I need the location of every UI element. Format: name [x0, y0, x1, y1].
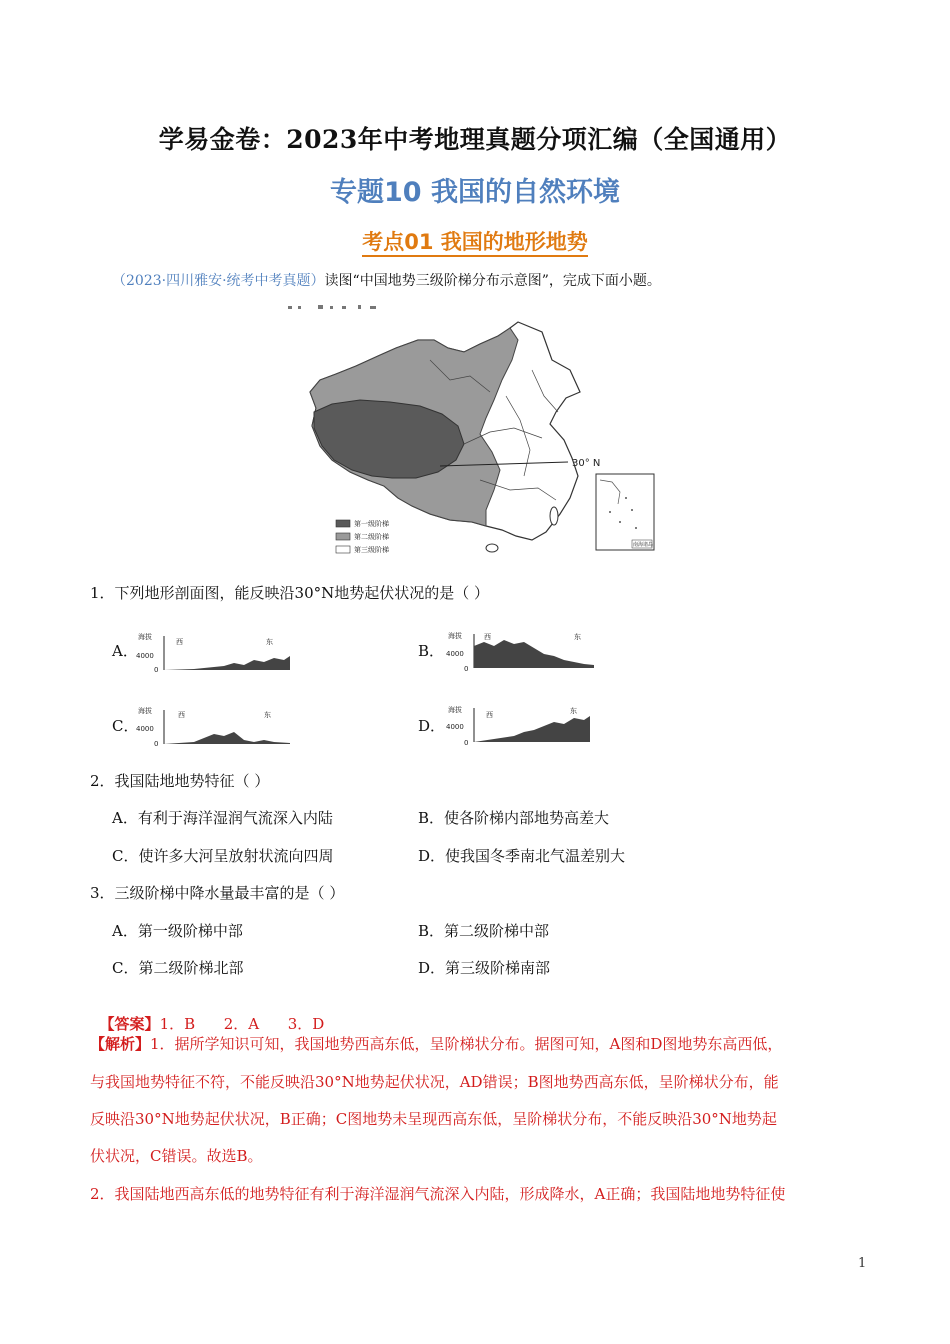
profile-b-alt: 海拔	[448, 632, 462, 640]
question-source: （2023·四川雅安·统考中考真题）	[112, 273, 325, 289]
profile-d-west: 西	[486, 711, 493, 719]
scan-marks	[288, 305, 376, 309]
profile-a-east: 东	[266, 638, 273, 646]
profile-c	[134, 704, 294, 748]
answer-text: 1．B 2．A 3．D	[159, 1015, 325, 1033]
q2-option-a: A．有利于海洋湿润气流深入内陆	[112, 809, 333, 827]
intro-text: 读图“中国地势三级阶梯分布示意图”，完成下面小题。	[324, 273, 661, 289]
legend-step2: 第二级阶梯	[354, 533, 389, 541]
china-terrain-map	[280, 300, 670, 565]
profile-b-zero: 0	[464, 665, 469, 673]
analysis-line-1	[90, 1033, 782, 1054]
hainan-island	[486, 544, 498, 552]
profile-d	[444, 702, 604, 748]
map-legend	[336, 519, 389, 554]
intro-line	[112, 270, 661, 290]
profile-d-scale: 4000	[446, 723, 464, 731]
taiwan-island	[550, 507, 558, 525]
analysis-line-2: 与我国地势特征不符，不能反映沿30°N地势起伏状况，AD错误；B图地势西高东低，呈阶梯状分布，能	[90, 1073, 779, 1091]
q2-option-d: D．使我国冬季南北气温差别大	[418, 847, 626, 865]
point-title-text: 考点01 我国的地形地势	[362, 230, 588, 257]
page-number: 1	[858, 1256, 867, 1271]
q2-option-b: B．使各阶梯内部地势高差大	[418, 809, 610, 827]
profile-a-scale: 4000	[136, 652, 154, 660]
q1-option-a-label: A．	[112, 642, 138, 660]
latitude-label: 30° N	[572, 458, 601, 469]
analysis-line-4: 伏状况，C错误。故选B。	[90, 1147, 263, 1165]
q3-option-d: D．第三级阶梯南部	[418, 959, 551, 977]
profile-c-east: 东	[264, 711, 271, 719]
profile-c-zero: 0	[154, 740, 159, 748]
profile-c-alt: 海拔	[138, 707, 152, 715]
profile-d-east: 东	[570, 707, 577, 715]
profile-a-west: 西	[176, 638, 183, 646]
profile-d-alt: 海拔	[448, 706, 462, 714]
question-1-stem: 1．下列地形剖面图，能反映沿30°N地势起伏状况的是（ ）	[90, 584, 490, 602]
profile-a	[134, 630, 294, 674]
answer-line	[90, 995, 324, 1034]
q3-option-b: B．第二级阶梯中部	[418, 922, 550, 940]
q3-option-a: A．第一级阶梯中部	[112, 922, 243, 940]
profile-b	[444, 628, 604, 674]
profile-c-west: 西	[178, 711, 185, 719]
profile-a-zero: 0	[154, 666, 159, 674]
q1-option-c-label: C．	[112, 717, 139, 735]
profile-d-zero: 0	[464, 739, 469, 747]
q3-option-c: C．第二级阶梯北部	[112, 959, 244, 977]
south-china-sea-inset	[596, 474, 654, 550]
topic-title: 专题10 我国的自然环境	[330, 177, 620, 208]
analysis-text-1: 1．据所学知识可知，我国地势西高东低，呈阶梯状分布。据图可知，A图和D图地势东高西低，	[150, 1035, 783, 1053]
point-title	[0, 226, 950, 256]
profile-c-scale: 4000	[136, 725, 154, 733]
q1-option-d-label: D．	[418, 717, 446, 735]
profile-b-west: 西	[484, 633, 491, 641]
profile-b-east: 东	[574, 633, 581, 641]
analysis-label: 【解析】	[90, 1035, 151, 1053]
analysis-line-5: 2．我国陆地西高东低的地势特征有利于海洋湿润气流深入内陆，形成降水，A正确；我国陆地地势特征使	[90, 1185, 786, 1203]
legend-step1: 第一级阶梯	[354, 520, 389, 528]
q2-option-c: C．使许多大河呈放射状流向四周	[112, 847, 334, 865]
question-3-stem: 3．三级阶梯中降水量最丰富的是（ ）	[90, 884, 345, 902]
document-title: 学易金卷：2023年中考地理真题分项汇编（全国通用）	[158, 125, 792, 154]
profile-a-alt: 海拔	[138, 633, 152, 641]
inset-label: 南海诸岛	[633, 542, 654, 548]
question-2-stem: 2．我国陆地地势特征（ ）	[90, 772, 270, 790]
profile-b-scale: 4000	[446, 650, 464, 658]
analysis-line-3: 反映沿30°N地势起伏状况，B正确；C图地势未呈现西高东低，呈阶梯状分布，不能反映沿30°N地势起	[90, 1110, 777, 1128]
legend-step3: 第三级阶梯	[354, 546, 389, 554]
answer-label: 【答案】	[99, 1015, 160, 1033]
q1-option-b-label: B．	[418, 642, 445, 660]
